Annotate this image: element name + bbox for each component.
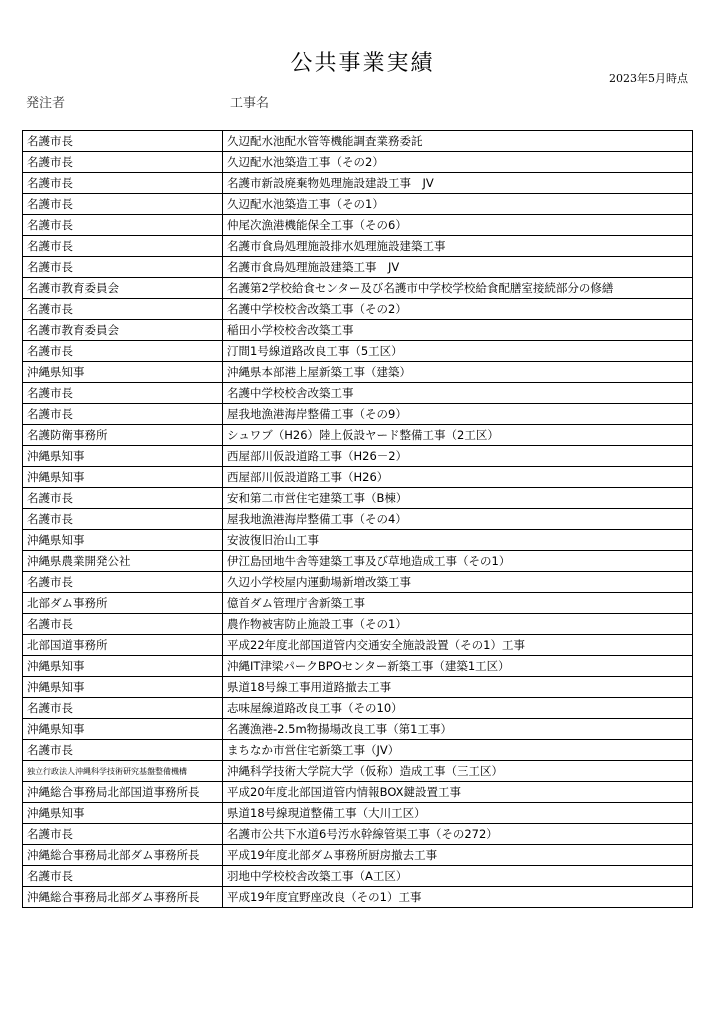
- table-row: [23, 446, 693, 467]
- page-title: 公共事業実績: [290, 51, 435, 76]
- client-cell: 名護市長: [23, 698, 223, 719]
- table-row: [23, 887, 693, 908]
- work-name-cell: 平成22年度北部国道管内交通安全施設設置（その1）工事: [223, 635, 693, 656]
- work-name-cell: 汀間1号線道路改良工事（5工区）: [223, 341, 693, 362]
- client-cell: 名護市長: [23, 488, 223, 509]
- work-name-cell: 平成19年度北部ダム事務所厨房撤去工事: [223, 845, 693, 866]
- table-row: [23, 698, 693, 719]
- table-row: [23, 635, 693, 656]
- client-cell: 名護市長: [23, 215, 223, 236]
- client-cell: 沖縄県知事: [23, 677, 223, 698]
- client-cell: 名護市教育委員会: [23, 320, 223, 341]
- work-name-cell: 沖縄IT津梁パークBPOセンター新築工事（建築1工区）: [223, 656, 693, 677]
- table-row: [23, 425, 693, 446]
- table-row: [23, 404, 693, 425]
- table-row: [23, 761, 693, 782]
- work-name-cell: 西屋部川仮設道路工事（H26）: [223, 467, 693, 488]
- client-cell: 名護市長: [23, 740, 223, 761]
- table-row: [23, 719, 693, 740]
- client-cell: 名護市長: [23, 866, 223, 887]
- table-row: [23, 803, 693, 824]
- table-row: [23, 299, 693, 320]
- work-name-cell: 名護漁港-2.5m物揚場改良工事（第1工事）: [223, 719, 693, 740]
- client-cell: 名護市長: [23, 173, 223, 194]
- table-row: [23, 530, 693, 551]
- table-row: [23, 278, 693, 299]
- client-cell: 沖縄総合事務局北部ダム事務所長: [23, 887, 223, 908]
- work-name-cell: 沖縄県本部港上屋新築工事（建築）: [223, 362, 693, 383]
- client-cell: 沖縄県農業開発公社: [23, 551, 223, 572]
- work-name-cell: 屋我地漁港海岸整備工事（その9）: [223, 404, 693, 425]
- work-name-cell: 名護中学校校舎改築工事（その2）: [223, 299, 693, 320]
- work-name-cell: 平成20年度北部国道管内情報BOX鍵設置工事: [223, 782, 693, 803]
- client-cell: 沖縄県知事: [23, 467, 223, 488]
- table-row: [23, 866, 693, 887]
- table-row: [23, 236, 693, 257]
- work-name-cell: 安波復旧治山工事: [223, 530, 693, 551]
- work-name-cell: 億首ダム管理庁舎新築工事: [223, 593, 693, 614]
- work-name-cell: 沖縄科学技術大学院大学（仮称）造成工事（三工区）: [223, 761, 693, 782]
- table-row: [23, 215, 693, 236]
- table-row: [23, 320, 693, 341]
- client-cell: 沖縄県知事: [23, 362, 223, 383]
- work-name-cell: 稲田小学校校舎改築工事: [223, 320, 693, 341]
- table-row: [23, 572, 693, 593]
- work-name-cell: 久辺配水池配水管等機能調査業務委託: [223, 131, 693, 152]
- work-name-cell: 屋我地漁港海岸整備工事（その4）: [223, 509, 693, 530]
- work-name-cell: 伊江島団地牛舎等建築工事及び草地造成工事（その1）: [223, 551, 693, 572]
- work-name-cell: 名護市公共下水道6号汚水幹線管渠工事（その272）: [223, 824, 693, 845]
- client-cell: 名護市長: [23, 383, 223, 404]
- client-cell: 名護市長: [23, 341, 223, 362]
- client-cell: 名護市長: [23, 236, 223, 257]
- client-cell: 名護市長: [23, 614, 223, 635]
- work-name-cell: 仲尾次漁港機能保全工事（その6）: [223, 215, 693, 236]
- table-row: [23, 341, 693, 362]
- work-name-cell: 県道18号線現道整備工事（大川工区）: [223, 803, 693, 824]
- work-name-cell: 志味屋線道路改良工事（その10）: [223, 698, 693, 719]
- client-cell: 名護市教育委員会: [23, 278, 223, 299]
- client-cell: 名護市長: [23, 194, 223, 215]
- client-cell: 名護市長: [23, 824, 223, 845]
- work-name-cell: 名護第2学校給食センター及び名護市中学校学校給食配膳室接続部分の修繕: [223, 278, 693, 299]
- work-name-cell: 久辺配水池築造工事（その2）: [223, 152, 693, 173]
- client-cell: 名護市長: [23, 404, 223, 425]
- work-name-cell: 名護市新設廃棄物処理施設建設工事 JV: [223, 173, 693, 194]
- client-cell: 沖縄県知事: [23, 446, 223, 467]
- column-header-client: 発注者: [26, 96, 66, 111]
- table-row: [23, 845, 693, 866]
- work-name-cell: 西屋部川仮設道路工事（H26－2）: [223, 446, 693, 467]
- client-cell: 沖縄総合事務局北部ダム事務所長: [23, 845, 223, 866]
- work-name-cell: 安和第二市営住宅建築工事（B棟）: [223, 488, 693, 509]
- table-row: [23, 173, 693, 194]
- work-name-cell: 名護市食鳥処理施設建築工事 JV: [223, 257, 693, 278]
- table-row: [23, 509, 693, 530]
- table-row: [23, 467, 693, 488]
- table-row: [23, 257, 693, 278]
- table-row: [23, 782, 693, 803]
- client-cell: 名護市長: [23, 152, 223, 173]
- client-cell: 名護市長: [23, 572, 223, 593]
- records-table-body: [23, 131, 693, 908]
- work-name-cell: 久辺小学校屋内運動場新増改築工事: [223, 572, 693, 593]
- client-cell: 沖縄県知事: [23, 530, 223, 551]
- client-cell: 北部ダム事務所: [23, 593, 223, 614]
- table-row: [23, 677, 693, 698]
- client-cell: 名護市長: [23, 509, 223, 530]
- client-cell: 名護市長: [23, 257, 223, 278]
- work-name-cell: 平成19年度宜野座改良（その1）工事: [223, 887, 693, 908]
- client-cell: 沖縄県知事: [23, 656, 223, 677]
- table-row: [23, 824, 693, 845]
- work-name-cell: 農作物被害防止施設工事（その1）: [223, 614, 693, 635]
- client-cell: 独立行政法人沖縄科学技術研究基盤整備機構: [23, 761, 223, 782]
- table-row: [23, 362, 693, 383]
- client-cell: 沖縄県知事: [23, 803, 223, 824]
- work-name-cell: 名護市食鳥処理施設排水処理施設建築工事: [223, 236, 693, 257]
- client-cell: 名護市長: [23, 299, 223, 320]
- client-cell: 名護市長: [23, 131, 223, 152]
- table-row: [23, 194, 693, 215]
- table-row: [23, 551, 693, 572]
- table-row: [23, 740, 693, 761]
- client-cell: 北部国道事務所: [23, 635, 223, 656]
- table-row: [23, 488, 693, 509]
- table-row: [23, 593, 693, 614]
- records-table: [22, 130, 693, 908]
- table-row: [23, 614, 693, 635]
- work-name-cell: シュワブ（H26）陸上仮設ヤード整備工事（2工区）: [223, 425, 693, 446]
- client-cell: 沖縄県知事: [23, 719, 223, 740]
- work-name-cell: 名護中学校校舎改築工事: [223, 383, 693, 404]
- client-cell: 沖縄総合事務局北部国道事務所長: [23, 782, 223, 803]
- column-header-work: 工事名: [230, 96, 270, 111]
- as-of-date: 2023年5月時点: [609, 72, 688, 85]
- table-row: [23, 383, 693, 404]
- table-row: [23, 656, 693, 677]
- table-row: [23, 152, 693, 173]
- work-name-cell: 羽地中学校校舎改築工事（A工区）: [223, 866, 693, 887]
- client-cell: 名護防衛事務所: [23, 425, 223, 446]
- work-name-cell: 県道18号線工事用道路撤去工事: [223, 677, 693, 698]
- work-name-cell: まちなか市営住宅新築工事（JV）: [223, 740, 693, 761]
- work-name-cell: 久辺配水池築造工事（その1）: [223, 194, 693, 215]
- table-row: [23, 131, 693, 152]
